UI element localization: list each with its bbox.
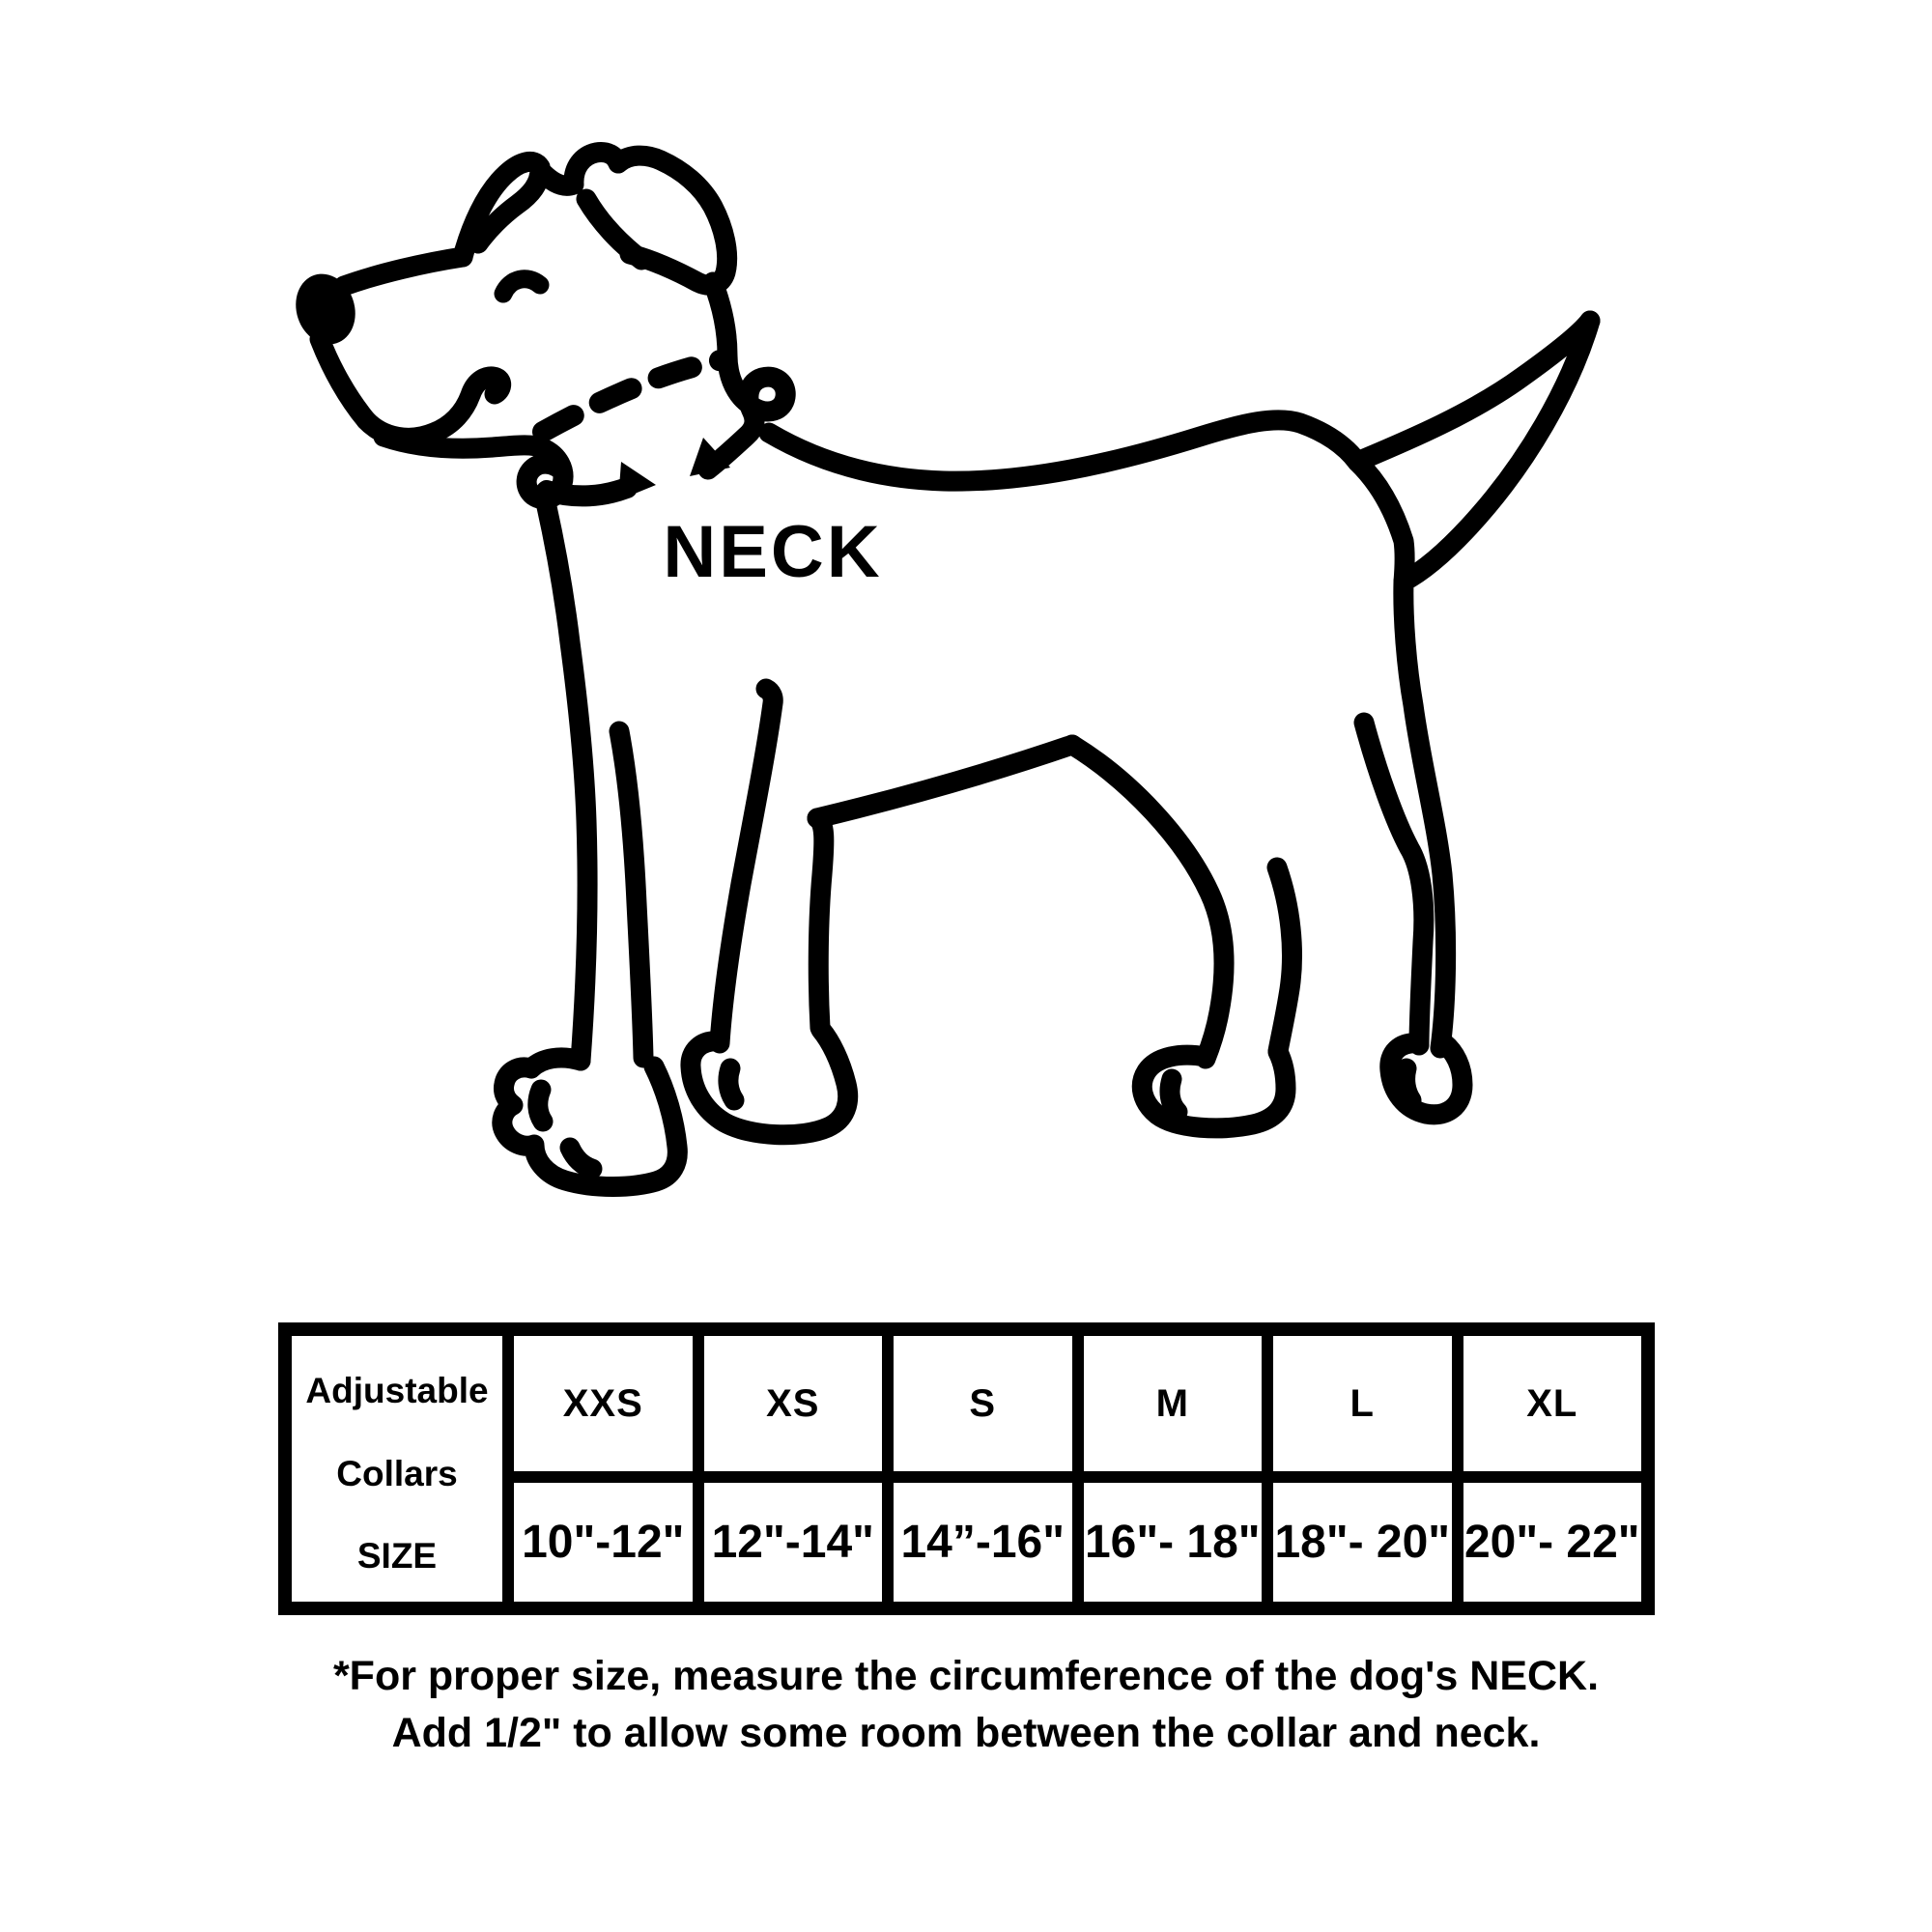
size-range-xs: 12"-14" [704,1483,883,1602]
footnote-line-2: Add 1/2" to allow some room between the collar and neck. [391,1710,1541,1756]
dog-outline [320,153,1590,1187]
eye-icon [503,279,540,294]
footnote [0,1648,1932,1762]
table-row-label-cell [292,1336,502,1602]
size-header-m: M [1084,1336,1263,1471]
size-header-xl: XL [1463,1336,1642,1471]
size-header-xxs: XXS [514,1336,693,1471]
size-table [278,1322,1655,1615]
row-label-line: Adjustable [305,1371,489,1410]
measure-arrow-right-shaft [547,488,627,496]
row-label-line: SIZE [356,1536,438,1576]
size-range-s: 14”-16" [894,1483,1072,1602]
neck-label: NECK [663,511,883,593]
arrowhead-right-icon [618,462,656,500]
size-range-xl: 20"- 22" [1463,1483,1642,1602]
size-range-xxs: 10"-12" [514,1483,693,1602]
size-range-l: 18"- 20" [1273,1483,1452,1602]
size-header-l: L [1273,1336,1452,1471]
size-header-xs: XS [704,1336,883,1471]
size-range-m: 16"- 18" [1084,1483,1263,1602]
collar-dash-line [543,360,721,432]
row-label-line: Collars [336,1453,458,1493]
size-header-s: S [894,1336,1072,1471]
footnote-line-1: *For proper size, measure the circumference of the dog's NECK. [332,1653,1600,1699]
